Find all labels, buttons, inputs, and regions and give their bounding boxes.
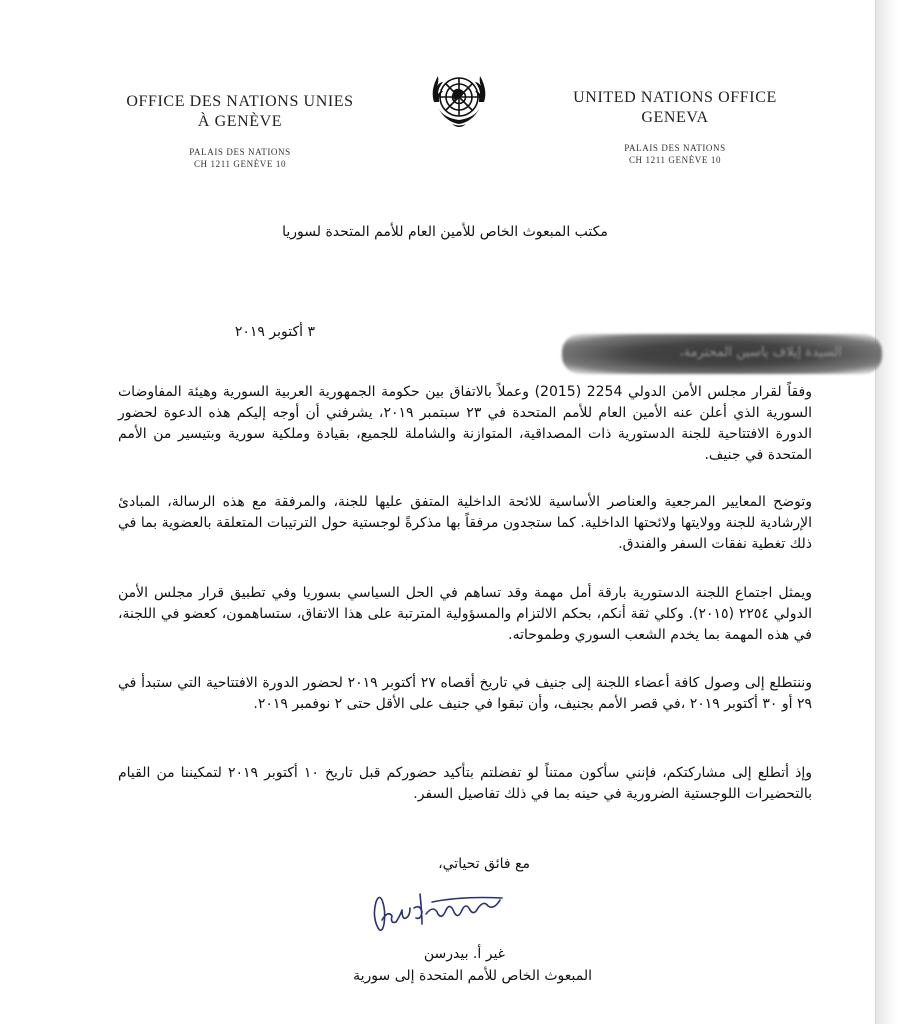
signer-title: المبعوث الخاص للأمم المتحدة إلى سورية (353, 968, 592, 984)
body-paragraph-5: وإذ أتطلع إلى مشاركتكم، فإنني سأكون ممتناً لو تفضلتم بتأكيد حضوركم قبل تاريخ ١٠ أكتوبر ٢٠١٩ لتمكيننا من القيام بالتحضيرات اللوجستية الضرورية في حينه بما في ذلك تفاصيل السفر. (118, 765, 812, 802)
english-address-line1: PALAIS DES NATIONS (624, 143, 726, 153)
body-paragraph-2: وتوضح المعايير المرجعية والعناصر الأساسية للائحة الداخلية المتفق عليها للجنة، والمرفقة مع هذه الرسالة، المبادئ الإرشادية للجنة وولايتها ولائحتها الداخلية. كما ستجدون مرفقاً بها مذكرةً لوجستية حول الترتيبات المتعلقة بالعضوية بما في ذلك تغطية نفقات السفر والفندق. (118, 494, 812, 552)
un-emblem-icon (422, 64, 496, 138)
letterhead-french-title (110, 92, 370, 132)
letterhead-english-title (545, 88, 805, 128)
body-paragraph-1: وفقاً لقرار مجلس الأمن الدولي 2254 (2015) وعملاً بالاتفاق بين حكومة الجمهورية العربية السورية وهيئة المفاوضات السورية الذي أعلن عنه الأمين العام للأمم المتحدة في ٢٣ سبتمبر ٢٠١٩، يشرفني أن أوجه إليكم هذه الدعوة لحضور الدورة الافتتاحية للجنة الدستورية ذات المصداقية، المتوازنة والشاملة للجميع، بقيادة وملكية سورية وبتيسير من الأمم المتحدة في جنيف. (118, 384, 812, 463)
recipient-redaction (562, 334, 882, 374)
english-title-line2: GENEVA (641, 109, 709, 126)
letterhead-english-address (595, 142, 755, 166)
french-address-line1: PALAIS DES NATIONS (189, 147, 291, 157)
english-title-line1: UNITED NATIONS OFFICE (573, 89, 777, 106)
recipient-name: السيدة إيلاف ياسين المحترمة، (679, 345, 842, 360)
office-line: مكتب المبعوث الخاص للأمين العام للأمم المتحدة لسوريا (282, 224, 608, 240)
body-paragraph-4: وننتطلع إلى وصول كافة أعضاء اللجنة إلى جنيف في تاريخ أقصاه ٢٧ أكتوبر ٢٠١٩ لحضور الدورة الافتتاحية التي ستبدأ في ٢٩ أو ٣٠ أكتوبر ٢٠١٩ ،في قصر الأمم بجنيف، وأن تبقوا في جنيف على الأقل حتى ٢ نوفمبر ٢٠١٩. (118, 675, 812, 712)
body-paragraph-3: ويمثل اجتماع اللجنة الدستورية بارقة أمل مهمة وقد تساهم في الحل السياسي بسوريا وفي تطبيق قرار مجلس الأمن الدولي ٢٢٥٤ (٢٠١٥). وكلي ثقة أنكم، بحكم الالتزام والمسؤولية المترتبة على هذا الاتفاق، ستساهمون، كعضو في اللجنة، في هذه المهمة بما يخدم الشعب السوري وطموحاته. (118, 585, 812, 643)
page-edge (875, 0, 898, 1024)
letterhead-french-address (160, 146, 320, 170)
french-title-line1: OFFICE DES NATIONS UNIES (126, 93, 354, 110)
french-title-line2: À GENÈVE (197, 113, 283, 130)
french-address-line2: CH 1211 GENÈVE 10 (193, 159, 287, 169)
signer-name: غير أ. بيدرسن (423, 946, 505, 962)
closing-salutation: مع فائق تحياتي، (438, 856, 530, 872)
english-address-line2: CH 1211 GENÈVE 10 (628, 155, 722, 165)
handwritten-signature-icon (362, 880, 522, 940)
letter-date: ٣ أكتوبر ٢٠١٩ (234, 324, 315, 340)
